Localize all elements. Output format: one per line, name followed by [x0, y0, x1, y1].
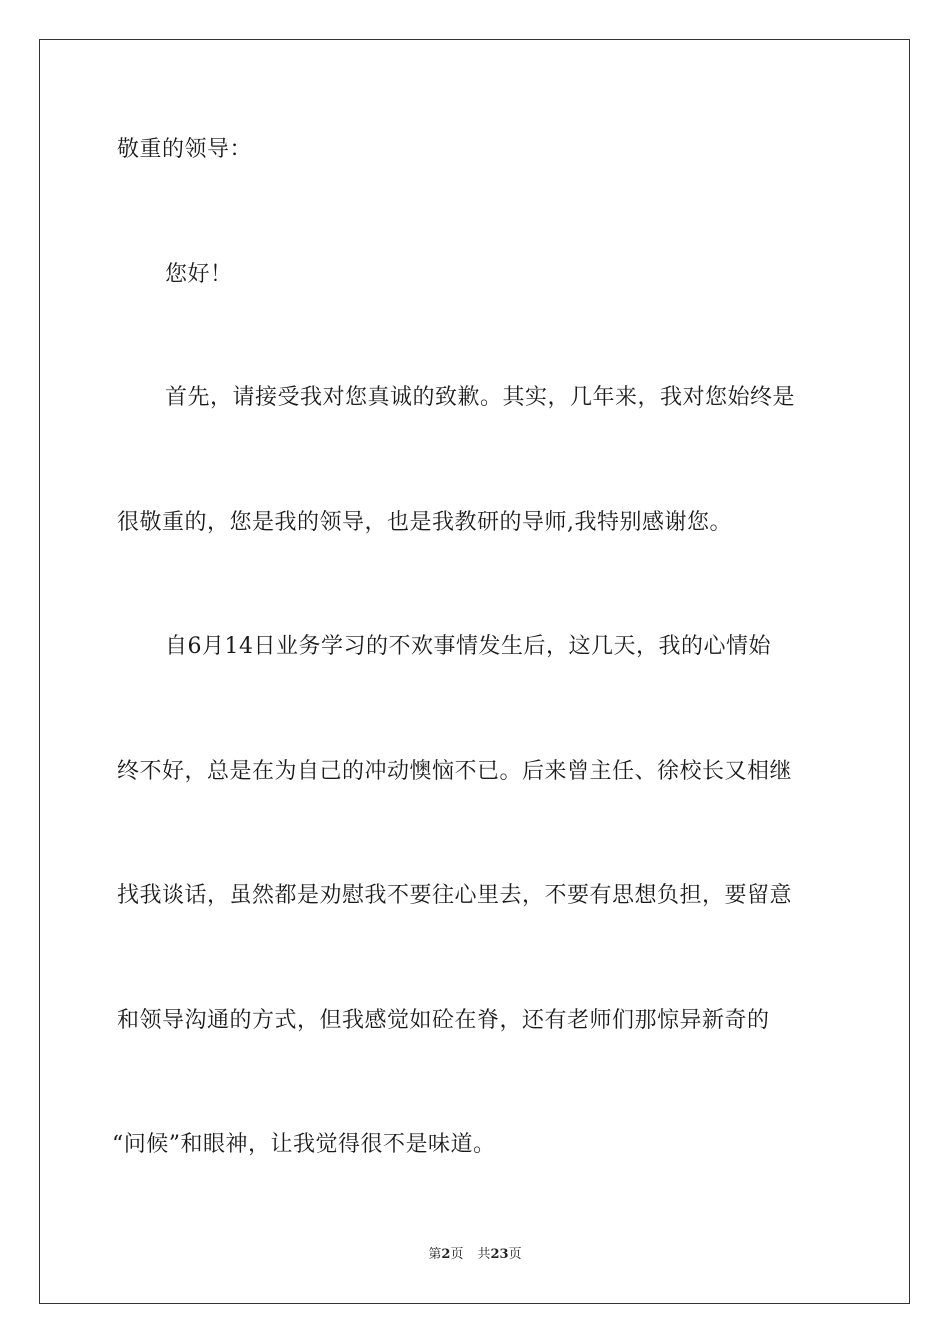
- paragraph-line: 很敬重的，您是我的领导，也是我教研的导师,我特别感谢您。: [117, 510, 732, 535]
- paragraph-line: 找我谈话，虽然都是劝慰我不要往心里去，不要有思想负担，要留意: [117, 883, 793, 908]
- total-suffix: 页: [508, 1247, 522, 1262]
- paragraph-line: “问候”和眼神，让我觉得很不是味道。: [112, 1132, 496, 1157]
- total-prefix: 共: [477, 1247, 491, 1262]
- salutation: 敬重的领导：: [117, 137, 253, 162]
- paragraph-line: 首先，请接受我对您真诚的致歉。其实，几年来，我对您始终是: [165, 385, 796, 410]
- page-footer: [0, 1246, 950, 1264]
- greeting: 您好！: [165, 262, 233, 287]
- page-frame: [39, 39, 910, 1304]
- total-pages: 23: [490, 1247, 509, 1262]
- paragraph-line: 终不好，总是在为自己的冲动懊恼不已。后来曾主任、徐校长又相继: [117, 759, 793, 784]
- paragraph-line: 和领导沟通的方式，但我感觉如砼在脊，还有老师们那惊异新奇的: [117, 1008, 770, 1033]
- paragraph-line: 自6月14日业务学习的不欢事情发生后，这几天，我的心情始: [165, 634, 771, 659]
- page-suffix: 页: [450, 1247, 464, 1262]
- page-number: 2: [441, 1247, 451, 1262]
- page-prefix: 第: [428, 1247, 442, 1262]
